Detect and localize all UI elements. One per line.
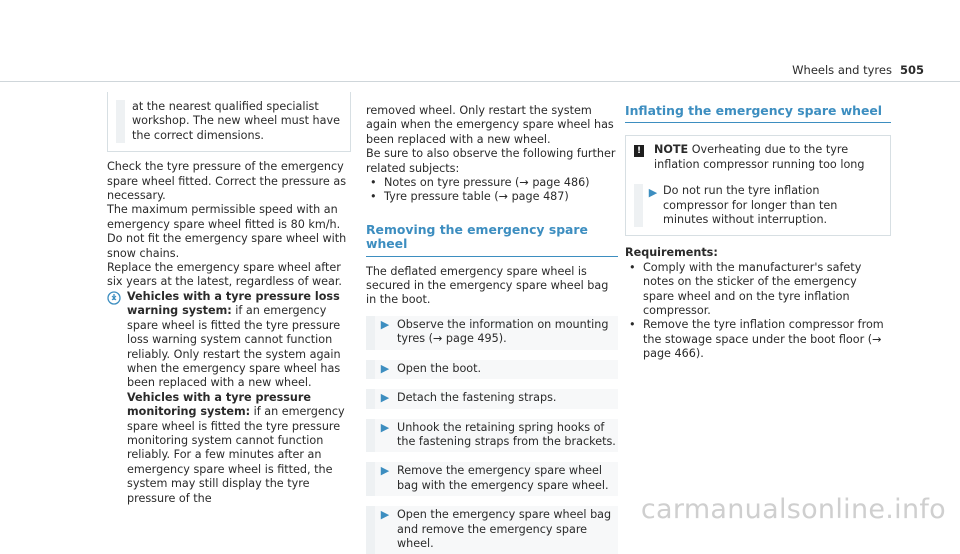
note-text: NOTE Overheating due to the tyre inflation compressor running too long [654,143,865,171]
header-rule [0,81,960,82]
section-heading: Inflating the emergency spare wheel [625,104,891,123]
play-arrow-icon: ▶ [380,464,390,478]
paragraph: Replace the emergency spare wheel after six years at the latest, regardless of wear. [107,261,342,289]
page-number: 505 [899,63,924,77]
play-arrow-icon: ▶ [380,391,390,405]
watermark: carmanualsonline.info [640,494,946,525]
paragraph: Do not fit the emergency spare wheel with snow chains. [107,232,347,260]
paragraph: The deflated emergency spare wheel is secured in the emergency spare wheel bag in the boot. [366,264,609,307]
step-item: ▶ Remove the emergency spare wheel bag with the emergency spare wheel. [366,462,618,496]
related-list [366,176,618,205]
step-item: ▶ Open the boot. [366,360,618,379]
note-box [625,135,891,236]
continued-text: at the nearest qualified specialist workshop. The new wheel must have the correct dimensions. [132,100,340,142]
play-arrow-icon: ▶ [380,317,390,331]
paragraph: The maximum permissible speed with an emergency spare wheel fitted is 80 km/h. [107,203,341,231]
list-item: • Notes on tyre pressure (→ page 486) [378,176,618,190]
requirements-label: Requirements: [625,246,718,260]
step-item: ▶ Observe the information on mounting tyres (→ page 495). [366,316,618,350]
play-arrow-icon: ▶ [648,186,658,200]
column-right [625,104,891,362]
paragraph: Be sure to also observe the following further related subjects: [366,147,616,175]
requirements-list [625,261,891,362]
paragraph: Check the tyre pressure of the emergency spare wheel fitted. Correct the pressure as necessary. [107,160,347,203]
list-item: • Remove the tyre inflation compressor from the stowage space under the boot floor (→ page 466). [637,318,891,361]
section-heading: Removing the emergency spare wheel [366,223,618,257]
tip-icon [107,291,121,305]
list-item: • Comply with the manufacturer's safety notes on the sticker of the emergency spare wheel and on the tyre inflation compressor. [637,261,891,319]
play-arrow-icon: ▶ [380,508,390,522]
step-item: ▶ Detach the fastening straps. [366,389,618,408]
step-item: ▶ Open the emergency spare wheel bag and remove the emergency spare wheel. [366,506,618,554]
page-header [792,63,924,77]
column-middle [366,104,618,554]
play-arrow-icon: ▶ [380,420,390,434]
section-title: Wheels and tyres [792,63,892,77]
list-item: • Tyre pressure table (→ page 487) [378,190,618,204]
exclamation-icon: ! [634,145,644,157]
tip-block [107,290,351,506]
tip-text: Vehicles with a tyre pressure loss warning system: if an emergency spare wheel is fitted the tyre pressure loss warning system cannot function reliably. Only restart the system again when the emergency spare wheel has been replaced with a new wheel. Vehicles with a tyre pressure monitoring system: if an emergency spare wheel is fitted the tyre pressure monitoring system cannot function reliably. For a few minutes after an emergency spare wheel is fitted, the system may still display the tyre pressure of the [127,289,345,505]
continued-text: removed wheel. Only restart the system again when the emergency spare wheel has been replaced with a new wheel. [366,104,614,146]
note-step: ▶ Do not run the tyre inflation compressor for longer than ten minutes without interruption. [634,184,882,227]
continued-box [107,92,351,152]
step-item: ▶ Unhook the retaining spring hooks of the fastening straps from the brackets. [366,419,618,453]
play-arrow-icon: ▶ [380,361,390,375]
column-left [107,92,351,506]
